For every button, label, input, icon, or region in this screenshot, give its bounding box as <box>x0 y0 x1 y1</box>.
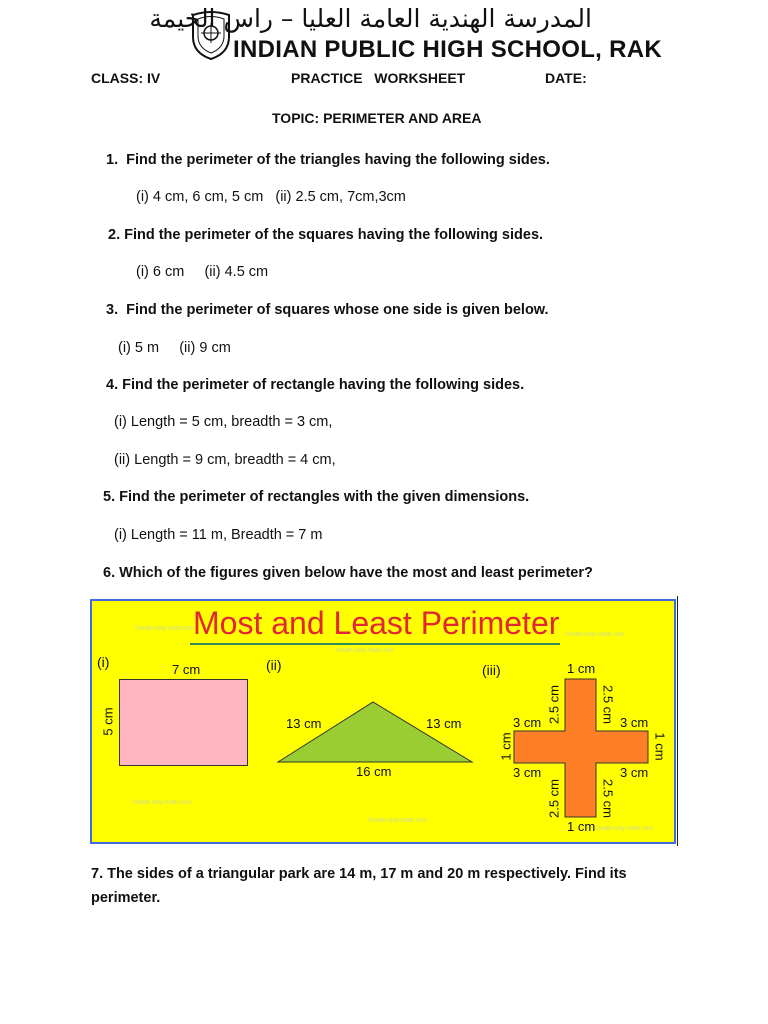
question-2 <box>108 227 543 243</box>
question-text: Find the perimeter of rectangles with the given dimensions. <box>119 489 530 505</box>
cross-bottom-label: 1 cm <box>567 819 596 834</box>
cross-lower-left-vertical-label: 2.5 cm <box>546 779 562 819</box>
question-6 <box>103 565 593 581</box>
question-5-parts: (i) Length = 11 m, Breadth = 7 m <box>114 527 323 543</box>
question-number: 4. <box>106 377 119 393</box>
school-name-arabic: المدرسة الهندية العامة العليا – راس الخيمة <box>149 4 592 33</box>
cross-shape <box>513 678 649 818</box>
shape-3-label: (iii) <box>482 662 501 678</box>
watermark: ©math-only-math.com <box>135 626 195 632</box>
question-number: 6. <box>103 565 116 581</box>
question-text: Find the perimeter of the squares having the following sides. <box>124 227 544 243</box>
rectangle-width-label: 7 cm <box>172 662 201 677</box>
question-5 <box>103 489 529 505</box>
cross-upper-left-horizontal-label: 3 cm <box>513 715 542 730</box>
watermark: ©math-only-math.com <box>132 800 192 806</box>
question-number: 2. <box>108 227 121 243</box>
rectangle-shape <box>119 679 248 766</box>
question-number: 7. <box>91 866 104 882</box>
watermark: ©math-only-math.com <box>594 826 654 832</box>
question-7-continued: perimeter. <box>91 890 161 906</box>
question-3-parts: (i) 5 m (ii) 9 cm <box>118 340 231 356</box>
class-label: CLASS: IV <box>91 70 161 86</box>
question-4 <box>106 377 524 393</box>
cross-lower-right-vertical-label: 2.5 cm <box>600 778 616 818</box>
triangle-left-side-label: 13 cm <box>286 716 322 731</box>
cross-lower-left-horizontal-label: 3 cm <box>513 765 542 780</box>
school-name: INDIAN PUBLIC HIGH SCHOOL, RAK <box>233 36 662 63</box>
cross-upper-right-horizontal-label: 3 cm <box>620 715 649 730</box>
question-number: 5. <box>103 489 116 505</box>
question-1 <box>106 152 550 168</box>
title-underline <box>190 643 560 645</box>
question-1-parts: (i) 4 cm, 6 cm, 5 cm (ii) 2.5 cm, 7cm,3cm <box>136 189 406 205</box>
shape-2-label: (ii) <box>266 657 282 673</box>
question-4-part-1: (i) Length = 5 cm, breadth = 3 cm, <box>114 414 333 430</box>
question-text: Find the perimeter of the triangles having the following sides. <box>126 152 550 168</box>
question-text: Find the perimeter of rectangle having the following sides. <box>122 377 525 393</box>
question-text: Find the perimeter of squares whose one side is given below. <box>126 302 549 318</box>
question-text: Which of the figures given below have the most and least perimeter? <box>119 565 593 581</box>
question-2-parts: (i) 6 cm (ii) 4.5 cm <box>136 264 269 280</box>
cross-upper-left-vertical-label: 2.5 cm <box>546 685 562 725</box>
watermark: ©math-only-math.com <box>335 648 395 654</box>
question-3 <box>106 302 549 318</box>
question-number: 3. <box>106 302 119 318</box>
worksheet-label: PRACTICE WORKSHEET <box>291 70 466 86</box>
watermark: ©math-only-math.com <box>565 632 625 638</box>
cross-right-label: 1 cm <box>652 732 668 761</box>
shape-1-label: (i) <box>97 654 110 670</box>
cross-lower-right-horizontal-label: 3 cm <box>620 765 649 780</box>
figure-title: Most and Least Perimeter <box>193 605 560 641</box>
rectangle-height-label: 5 cm <box>100 707 116 736</box>
question-7 <box>91 866 627 882</box>
cross-top-label: 1 cm <box>567 661 596 676</box>
triangle-right-side-label: 13 cm <box>426 716 462 731</box>
cross-left-label: 1 cm <box>498 732 514 761</box>
date-label: DATE: <box>545 70 587 86</box>
triangle-shape <box>276 700 474 764</box>
question-number: 1. <box>106 152 119 168</box>
question-4-part-2: (ii) Length = 9 cm, breadth = 4 cm, <box>114 452 336 468</box>
cross-upper-right-vertical-label: 2.5 cm <box>600 684 616 724</box>
triangle-base-label: 16 cm <box>356 764 392 779</box>
watermark: ©math-only-math.com <box>368 818 428 824</box>
topic-heading: TOPIC: PERIMETER AND AREA <box>272 110 482 126</box>
question-text: The sides of a triangular park are 14 m, 17 m and 20 m respectively. Find its <box>107 866 627 882</box>
figure-right-edge <box>677 596 678 846</box>
